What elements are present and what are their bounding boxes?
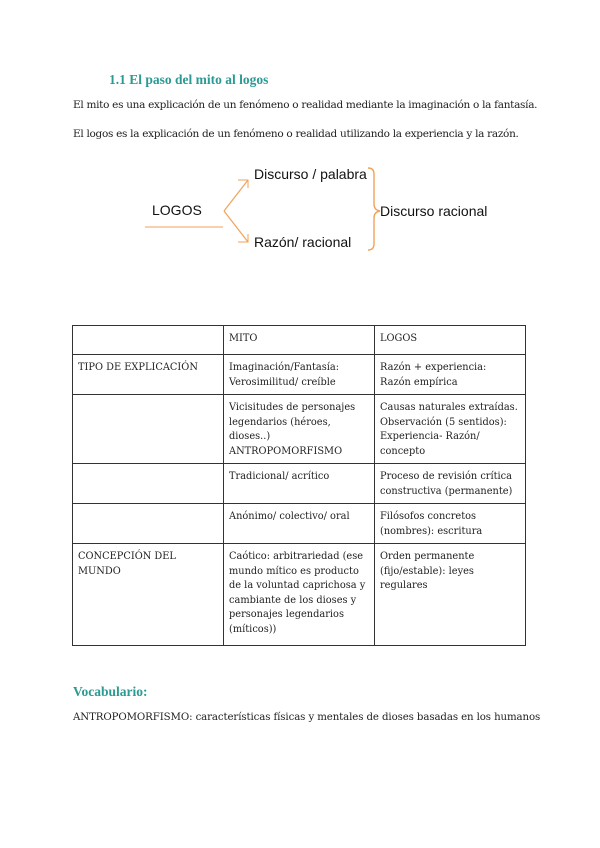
table-cell: TIPO DE EXPLICACIÓN [73, 355, 224, 395]
table-cell: Causas naturales extraídas. Observación (5 sentidos): Experiencia- Razón/ concepto [375, 395, 526, 464]
table-cell: Caótico: arbitrariedad (ese mundo mítico es producto de la voluntad caprichosa y cambiante de los dioses y personajes legendarios (míticos)) [224, 544, 375, 646]
curly-brace [368, 168, 380, 250]
diagram-branch-bottom: Razón/ racional [254, 234, 352, 250]
table-cell [73, 395, 224, 464]
table-cell: Anónimo/ colectivo/ oral [224, 504, 375, 544]
header-cell-mito: MITO [224, 326, 375, 355]
table-row [73, 395, 526, 464]
table-header-row [73, 326, 526, 355]
table-cell: Orden permanente (fijo/estable): leyes regulares [375, 544, 526, 646]
table-cell: CONCEPCIÓN DEL MUNDO [73, 544, 224, 646]
table-cell: Tradicional/ acrítico [224, 464, 375, 504]
branch-top-line [224, 180, 248, 211]
table-cell: Imaginación/Fantasía: Verosimilitud/ creíble [224, 355, 375, 395]
logos-diagram [140, 160, 500, 265]
section-title: 1.1 El paso del mito al logos [109, 72, 269, 87]
table-cell: Vicisitudes de personajes legendarios (héroes, dioses..) ANTROPOMORFISMO [224, 395, 375, 464]
table-cell [73, 504, 224, 544]
header-cell-logos: LOGOS [375, 326, 526, 355]
table-cell: Proceso de revisión crítica constructiva (permanente) [375, 464, 526, 504]
table-row [73, 544, 526, 646]
vocabulary-title: Vocabulario: [73, 684, 148, 699]
table-cell: Razón + experiencia: Razón empírica [375, 355, 526, 395]
diagram-result: Discurso racional [380, 203, 488, 219]
table-row [73, 504, 526, 544]
diagram-root-logos: LOGOS [152, 202, 202, 218]
table-row [73, 355, 526, 395]
branch-bottom-line [224, 211, 248, 242]
header-cell-empty [73, 326, 224, 355]
vocabulary-entry: ANTROPOMORFISMO: características físicas y mentales de dioses basadas en los humanos [73, 712, 541, 723]
comparison-table [72, 325, 526, 646]
diagram-branch-top: Discurso / palabra [254, 166, 367, 182]
paragraph-mito: El mito es una explicación de un fenómeno o realidad mediante la imaginación o la fantasía. [73, 99, 538, 111]
table-cell [73, 464, 224, 504]
paragraph-logos: El logos es la explicación de un fenómeno o realidad utilizando la experiencia y la razón. [73, 128, 519, 140]
table-row [73, 464, 526, 504]
table-cell: Filósofos concretos (nombres): escritura [375, 504, 526, 544]
